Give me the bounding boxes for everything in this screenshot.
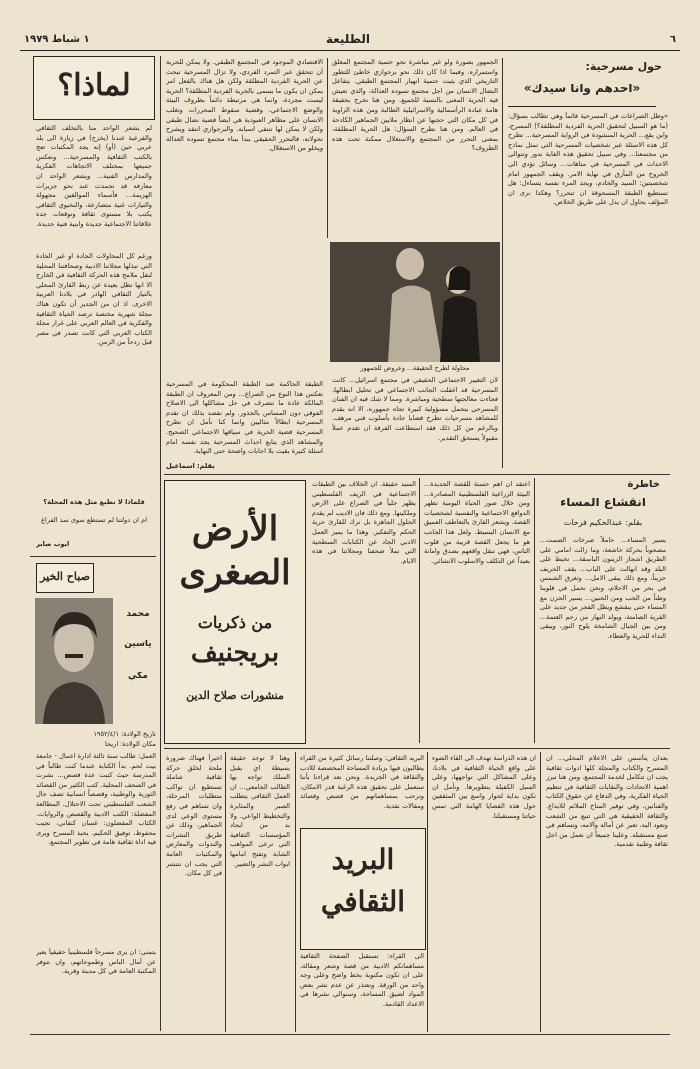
vertical-rule [502, 58, 503, 468]
vertical-rule [295, 752, 296, 1032]
theatre-photo [330, 242, 500, 362]
thought-author: بقلم: عبدالحكيم فرحات [563, 518, 643, 527]
book-author: بريجنيف [190, 638, 280, 668]
books-col1: اعتقد ان اهم حسنة للقصة الجديدة... البيئة الزراعية الفلسطينية المصادرة... ومن خلال صور الحياة اليومية تظهر الدوافع الاجتماعية والنفسية لشخصيات القصة. ويشعر القارئ بالتعاطف العميق مع الانسان البسيط. ولعل هذا الجانب هو ما يجعل القصة قريبة من قلوب الناس، فهي تنقل واقعهم بصدق وامانة بعيداً عن التكلف والاسلوب الانشائي. [424, 480, 530, 565]
vertical-rule [540, 752, 541, 1032]
lower-col4: البريد الثقافي: وصلتنا رسائل كثيرة من القراء يطالبون فيها بزيادة المساحة المخصصة للادب والثقافة في الجريدة. ونحن نعد قراءنا بأننا سنعمل على تحقيق هذه الرغبة قدر الامكان، ونرحب بمساهماتهم من قصص وقصائد ومقالات نقدية. [300, 754, 424, 810]
thought-title: انقشاع المساء [560, 498, 646, 509]
theatre-col4: لان التغيير الاجتماعي الحقيقي في مجتمع اسرائيل... كانت المسرحية قد اغفلت الجانب الاجتماعي في تحليل ابطالها، فجاءت معالجتها سطحية ومباشرة. ومما لا شك فيه ان الفنان المسرحي يتحمل مسؤولية كبيرة تجاه جمهوره، الا انه يقدم للمشاهد مسرحيات تطرح قضايا جادة بأسلوب فني مرهف. وبالرغم من كل ذلك فقد استطاعت الفرقة ان تقدم عملاً مقبولاً يستحق التقدير. [332, 376, 498, 442]
mail-title-line2: الثقافي [320, 885, 406, 918]
mail-title-line1: البريد [331, 843, 395, 876]
theatre-signature: بقلم: اسماعيل [166, 462, 215, 470]
lmatha-title: لماذا؟ [57, 68, 131, 103]
page-header [20, 32, 680, 51]
thought-kicker: خاطرة [627, 480, 660, 490]
profile-photo [35, 598, 113, 724]
vertical-rule [225, 752, 226, 1032]
profile-body: العمل: طالب سنة ثالثة ادارة اعمال - جامعة بيت لحم. بدأ الكتابة عندما كنت طالباً في المدرسة حيث كتبت عدة قصص... نشرت في الصحف المحلية. كتب الكثير من القصائد الثورية والوطنية، وقصصاً انسانية تصف حال الشعب الفلسطيني تحت الاحتلال. المطالعة المفضلة: الكتب الادبية والقصص والروايات. الكتاب المفضلون: غسان كنفاني، نجيب محفوظ، توفيق الحكيم. يحبذ المسرح ويرى فيه اداة ثقافية هامة في تطوير المجتمع. [36, 752, 156, 847]
mail-body: الى القراء: تستقبل الصفحة الثقافية مساهماتكم الادبية من قصة وشعر ومقالة، على ان تكون مكتوبة بخط واضح وعلى وجه واحد من الورقة. ونعتذر عن عدم نشر بعض المواد لضيق المساحة، وسنوالي نشرها في الاعداد القادمة. [300, 952, 424, 1008]
lmatha-signature: ايوب صابر [36, 540, 70, 548]
profile-name-last: مكي [128, 672, 148, 681]
lmatha-closing: ام ان دولتنا لم تستطع سوى سد الفراغ [40, 516, 148, 524]
theatre-col2: الجمهور بصورة ولو غير مباشرة نحو حتمية المجتمع المغلق واستمراره. وفيما اذا كان ذلك نحو برجوازي خاطئ للتطور التاريخي الذي يثبت حتمية انهيار المجتمع الطبقي. يتفاعل النضال الانسان من اجل مجتمع تسوده العدالة، والذي تعيش فيه الحرية المعنى بالنسبة للجميع. ومن هنا نخرج بحقيقة هامة عبادة الرأسمالية والاسرائيلية الطالبة ومن هذه الزاوية في كل مكان التي حجبها عن انظار ملايين الجماهير الكادحة في العالم. ومن هنا نطرح السؤال: هل الحرية المطلقة، بمعنى التحرر من المجتمع والاستغلال ممكنة تحت هذه الظروف؟ [332, 58, 498, 153]
vertical-rule [160, 56, 161, 1031]
divider [30, 1034, 670, 1035]
divider [164, 474, 670, 475]
lower-col2: اخيراً فهناك ضرورة ملحة لخلق حركة ثقافية شاملة تستطيع ان تواكب متطلبات المرحلة، وان تساهم في رفع مستوى الوعي لدى الجماهير، وذلك عن طريق النشرات والندوات والمعارض والمكتبات العامة التي يجب ان تنتشر في كل مكان. [166, 754, 222, 878]
portrait-image [35, 598, 113, 724]
theatre-kicker: حول مسرحية: [585, 62, 662, 73]
books-col2: السيد حقيقة. ان الخلاف بين الطبقات الاجتماعية في الريف الفلسطيني يظهر جلياً في الصراع على الارض وملكيتها. ومع ذلك فان الاديب لم يقدم الحلول الجاهزة بل ترك للقارئ حرية الحكم والتفكير. وهذا ما يميز العمل الادبي الجاد عن الكتابات السطحية التي تملأ صحفنا ومجلاتنا في هذه الايام. [312, 480, 416, 565]
bottom-right-body2: ان هذه الدراسة تهدف الى القاء الضوء على واقع الحياة الثقافية في بلادنا، وعلى المشاكل التي تواجهها، وعلى السبل الكفيلة بتطويرها. ونأمل ان تكون بداية لحوار واسع بين المثقفين حول هذه القضايا الهامة التي تمس حياتنا ومستقبلنا. [432, 754, 536, 820]
book-publisher: منشورات صلاح الدين [186, 689, 284, 702]
profile-name-first: محمد [126, 610, 150, 619]
bottom-right-body: بعدان يتأسس على الاعلام المحلي... ان المسرح والكتاب والمجلة كلها ادوات ثقافية يجب ان تتكامل لخدمة المجتمع. ومن هنا تبرز اهمية الاتحادات والنقابات الثقافية في تنظيم الحياة الفكرية، وفي الدفاع عن حقوق الكتاب والفنانين، وفي توفير المناخ الملائم للابداع. والثقافة الحقيقية هي التي تنبع من الشعب وتعود اليه، تعبر عن آماله وآلامه، وتساهم في صنع مستقبله. وعلينا جميعاً ان نعمل من اجل ثقافة وطنية تقدمية. [546, 754, 668, 849]
page-number: ٦ [669, 34, 676, 45]
lmatha-question: فلماذا لا نطبع مثل هذه المجلة؟ [43, 498, 145, 506]
theatre-col3: الاقتصادي الموجود في المجتمع الطبقي. ولا يمكن للحرية أن تتحقق عبر التمرد الفردي، ولا تزال المسرحية تبحث عن الحرية الفردية المطلقة ولكن هل هناك بالفعل امر يمكن ان يكون ما يسمى بالحرية الفردية المطلقة؟ الحرية ليست مجردة، وانما هي مرتبطة دائماً بظروف البيئة والوضع الاجتماعي، وقضية سقوط المحررات وتغلب الانسان على مظاهر العبودية هي ايضاً قضية نضال طبقي ولكن لا يمكن لها تنتفي اسبابه. والبرجوازي انتقد ويشرح تحولاته، فالتحرر الحقيقي يبدأ ببناء مجتمع تسوده العدالة ويخلو من الاستغلال. [166, 58, 323, 153]
book-title-line1: الأرض [191, 509, 279, 549]
lmatha-box [33, 56, 155, 120]
theatre-col5: الطبقة الحاكمة ضد الطبقة المحكومة في المسرحية تعكس هذا النوع من الصراع... ومن المعروف ان الطبقة المالكة عادة ما تنصرف في حل مشاكلها الى الاصلاح الفوقي دون المساس بالجذور. ولم نقصد بذلك ان تقدم المسرحية ابطالاً مثاليين وانما كنا نأمل ان تطرح المسرحية قضية الحرية في سياقها الاجتماعي الصحيح. والمشاهد الذي يتابع احداث المسرحية يجد نفسه امام اسئلة كثيرة بقيت بلا اجابات واضحة حتى النهاية. [166, 380, 323, 456]
theatre-col1: «وظل الصراعات في المسرحية قائماً وهي تطالب بسؤال: (ما هو السبيل لتحقيق الحرية الفردية المطلقة؟) المسرح، واين يقع... الحرية المنشودة في الرواية المسرحية... تطرح كل هذه الاسئلة عبر شخصيات المسرحية التي تمثل نماذج من مجتمعنا... وفي سبيل تحقيق هذه الغاية ندور وتتوالى الاحداث في المسرحية في متاهات... وسائل تؤدي الى الخروج من المأزق في نهاية الامر. ويقف الجمهور امام شخصيتين: السيد والخادم، ويجد المرء نفسه يتساءل: هل تستطيع الطبقة المسحوقة ان تتحرر؟ وهكذا نرى ان المؤلف يحاول ان يدل على طريق الخلاص. [508, 112, 668, 207]
book-title-line2: الصغرى [179, 553, 291, 593]
issue-date: ١ شباط ١٩٧٩ [24, 34, 90, 45]
mail-box [300, 828, 426, 950]
book-subtitle: من ذكريات [197, 613, 273, 632]
theatre-title: «احدهم وانا سيدك» [508, 84, 656, 107]
vertical-rule [327, 58, 328, 238]
divider [30, 556, 156, 557]
vertical-rule [534, 478, 535, 743]
lmatha-body: ورغم كل المحاولات الجادة او غير الجادة التي تبذلها مجلاتنا الادبية وصحافتنا المحلية لنقل ملامح هذه الحركة الثقافية في الخارج الا انها تظل بعيدة عن ربط القارئ المحلي بالتيار الثقافي الهادر في بلادنا العربية الاخرى. اذ ان من الجدير أن تكون هناك مجلة شهرية مختصة ترصد الحياة الثقافية والفكرية في العالم العربي على غرار مجلة الكتاب العربي التي كانت تصدر في مصر قبل ردحاً من الزمن. [36, 252, 152, 347]
vertical-rule [427, 752, 428, 1032]
theatre-scene-image [330, 242, 500, 362]
profile-heading-box [36, 563, 94, 593]
lower-col1: وهنا لا توجد حقيقة بسيطة اي يقبل السلك تواجه بها الطالب الجامعي... ان العمل الثقافي يتطلب الصبر والمثابرة والتخطيط الواعي. ولا بد من ايجاد المؤسسات الثقافية التي ترعى المواهب الشابة وتفتح امامها ابواب النشر والتعبير. [230, 754, 290, 868]
paper-name: الطليعة [325, 32, 370, 46]
thought-body: يسير المساء... حاملاً صرخات الصمت... مصحوباً بحركة خاشعة، وما زالت امامي على الطريق اشجار الزيتون الباسقة... تخبط على البلد وقد انهالت على الباب... يقف الخريف حزيناً، ومع ذلك يبقى الامل... وتغرق الشمس في بحر من الاحلام، ونحن نحمل في قلوبنا وطناً من الحب ومن الحنين... يسير الحزن مع المساء حتى ينقشع ويطل الفجر من جديد على القرية الصامتة، ويولد النهار من رحم العتمة... ومن بين الجبال الشامخة يلوح النور، ويبقى النداء للحرية والعطاء. [540, 536, 666, 640]
profile-name-middle: ياسين [124, 640, 152, 649]
vertical-rule [419, 478, 420, 743]
profile-birth: تاريخ الولادة: ١٩٥٢/٤/١ [93, 730, 156, 738]
profile-wishes: يتمنى: ان يرى مسرحاً فلسطينياً حقيقياً يعبر عن آمال الناس وطموحاتهم، وان تتوفر المكتبة العامة في كل مدينة وقرية. [36, 948, 156, 976]
profile-place: مكان الولادة: اريحا [105, 740, 156, 748]
divider [164, 748, 670, 749]
lmatha-lead: لم يشعر الواحد منا بالتخلف الثقافي والفرعية عندنا (يخرج) في زيارة الى بلد عربي حين (أو) إنه يجد المكتبات تعج بالكتب الثقافية والمسرحية... ونعكس جميعها بمختلف الاتجاهات الفكرية والمدارس الفنية... ويشعر الواحد ان معارفه قد تجمدت عند نحو جزيرات الهزيمة... فأسماء الموالفين مجهولة والتيارات غنية متصارعة، والنخبوي الثقافي يكتب بلا مستوى ثقافة وتوقعات جدة علاقاتنا الاجتماعية جديدة وابنية فنية جديدة. [36, 124, 152, 228]
theatre-photo-caption: محاولة لطرح الحقيقة... وعروض للجمهور [360, 364, 470, 372]
profile-heading: صباح الخير [40, 570, 90, 583]
book-ad[interactable] [164, 480, 306, 744]
